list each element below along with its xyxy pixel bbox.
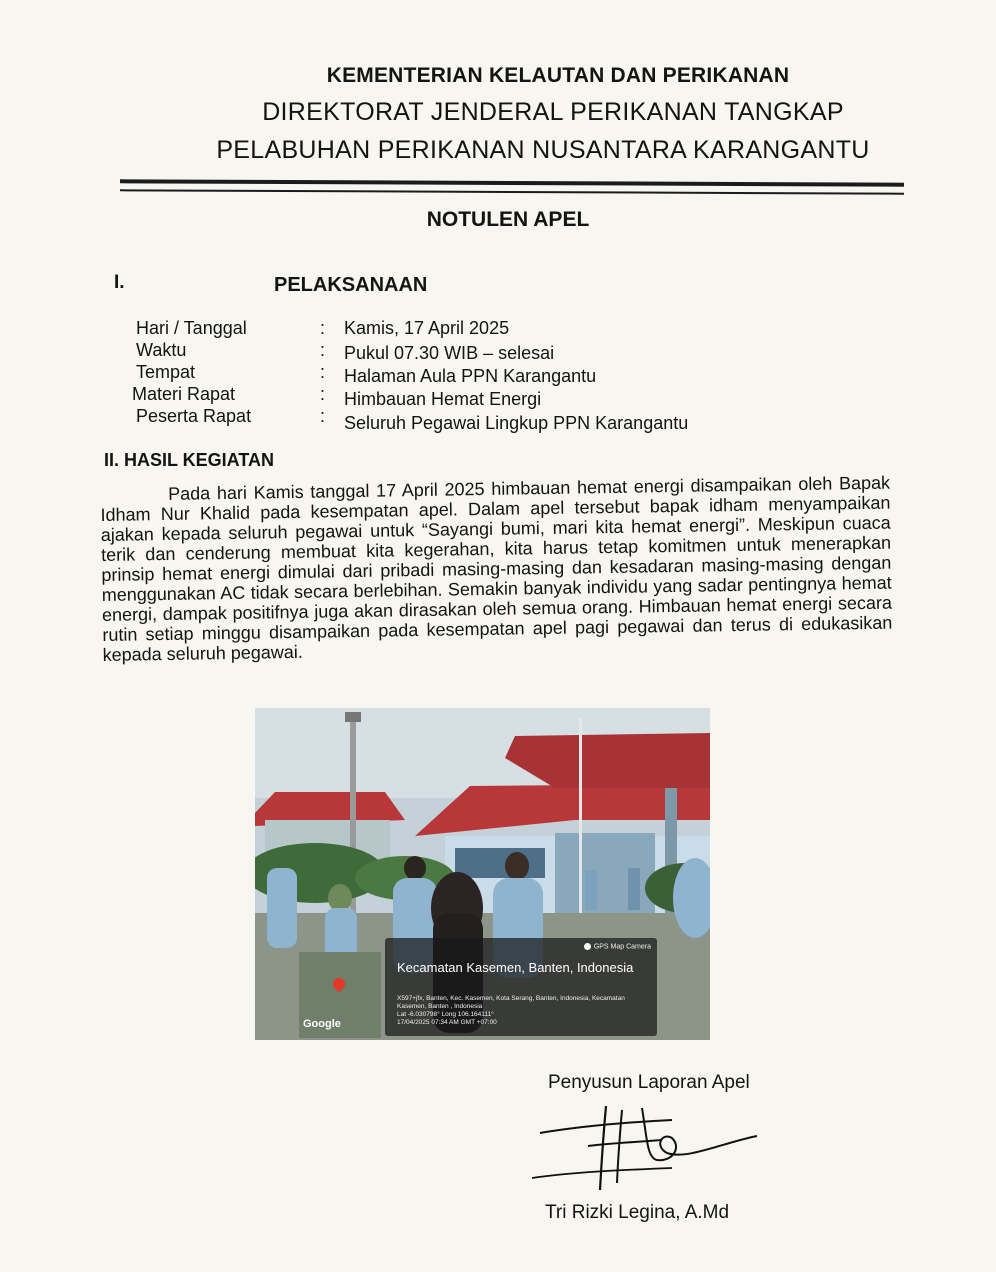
signature-image bbox=[522, 1098, 782, 1203]
gps-camera-icon bbox=[584, 943, 591, 950]
gps-coords: Lat -6.030798° Long 106.164111° bbox=[397, 1011, 494, 1018]
header-rule-thick bbox=[120, 179, 904, 186]
gps-address: X597+jfx, Banten, Kec. Kasemen, Kota Serang, Banten, Indonesia, Kecamatan Kasemen, Banten , Indonesia bbox=[397, 995, 625, 1010]
info-value: Seluruh Pegawai Lingkup PPN Karangantu bbox=[344, 413, 689, 433]
section1-title: PELAKSANAAN bbox=[274, 274, 428, 296]
gps-overlay bbox=[385, 938, 657, 1036]
paragraph-text: Pada hari Kamis tanggal 17 April 2025 himbauan hemat energi disampaikan oleh Bapak Idham Nur Khalid pada kesempatan apel. Dalam apel tersebut bapak idham menyampaikan ajakan kepada seluruh pegawai untuk “Sayangi bumi, mari kita hemat energi”. Meskipun cuaca terik dan cenderung membuat kita kegerahan, kita harus tetap komitmen untuk menerapkan prinsip hemat energi dimulai dari pribadi masing-masing dan kesadaran masing-masing dengan menggunakan AC tidak secara berlebihan. Semakin banyak individu yang sadar pentingnya hemat energi, dampak positifnya juga akan dirasakan oleh semua orang. Himbauan hemat energi secara rutin setiap minggu disampaikan pada kesempatan apel pagi pegawai dan terus di edukasikan kepada seluruh pegawai. bbox=[100, 472, 893, 665]
section1-number: I. bbox=[114, 272, 125, 293]
gps-map-thumbnail bbox=[299, 952, 381, 1038]
info-value: Kamis, 17 April 2025 bbox=[344, 318, 510, 338]
gps-timestamp: 17/04/2025 07:34 AM GMT +07:00 bbox=[397, 1019, 497, 1026]
gps-app-label bbox=[584, 943, 651, 950]
info-colon: : bbox=[320, 318, 326, 338]
info-row-topic bbox=[0, 384, 996, 408]
header-rule-thin bbox=[120, 189, 904, 194]
google-logo: Google bbox=[303, 1018, 341, 1030]
info-label: Peserta Rapat bbox=[136, 406, 252, 426]
header-directorate: DIREKTORAT JENDERAL PERIKANAN TANGKAP bbox=[262, 98, 844, 126]
document-title: NOTULEN APEL bbox=[426, 208, 590, 231]
info-label: Hari / Tanggal bbox=[136, 318, 247, 338]
info-value: Halaman Aula PPN Karangantu bbox=[344, 366, 597, 386]
info-colon: : bbox=[320, 406, 326, 426]
signature-name: Tri Rizki Legina, A.Md bbox=[545, 1202, 730, 1223]
info-row-participants bbox=[0, 406, 996, 433]
signature-role: Penyusun Laporan Apel bbox=[548, 1072, 750, 1093]
gps-details bbox=[397, 995, 652, 1027]
event-photo bbox=[255, 708, 710, 1040]
header-ministry: KEMENTERIAN KELAUTAN DAN PERIKANAN bbox=[326, 64, 790, 87]
info-colon: : bbox=[320, 384, 326, 404]
info-value: Himbauan Hemat Energi bbox=[344, 389, 542, 409]
header-office: PELABUHAN PERIKANAN NUSANTARA KARANGANTU bbox=[216, 136, 870, 164]
info-colon: : bbox=[320, 340, 326, 360]
info-colon: : bbox=[320, 362, 326, 382]
info-row-time bbox=[0, 340, 996, 364]
gps-app-name: GPS Map Camera bbox=[593, 943, 651, 951]
section2-heading: II. HASIL KEGIATAN bbox=[104, 450, 275, 470]
body-paragraph bbox=[100, 473, 893, 665]
signature-drawing bbox=[522, 1098, 782, 1198]
gps-location-title: Kecamatan Kasemen, Banten, Indonesia bbox=[397, 960, 634, 975]
info-value: Pukul 07.30 WIB – selesai bbox=[344, 343, 555, 363]
info-row-place bbox=[0, 362, 996, 386]
info-label: Materi Rapat bbox=[132, 384, 236, 404]
info-label: Waktu bbox=[136, 340, 187, 360]
map-pin-icon bbox=[331, 976, 348, 993]
info-label: Tempat bbox=[136, 362, 196, 382]
info-row-date bbox=[0, 318, 996, 342]
